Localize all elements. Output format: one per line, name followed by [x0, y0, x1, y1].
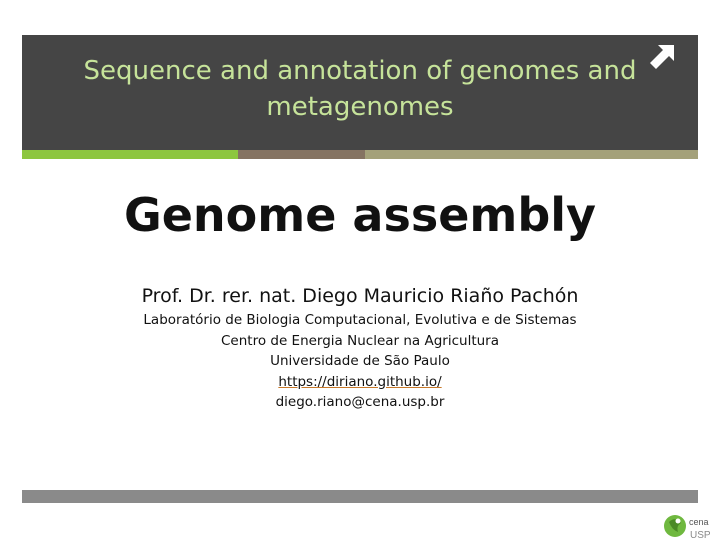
header-title	[22, 53, 698, 125]
author-name: Prof. Dr. rer. nat. Diego Mauricio Riaño Pachón	[141, 285, 579, 307]
footer-bar	[22, 490, 698, 503]
header-title-line1: Sequence and annotation of genomes and	[83, 56, 637, 86]
center-name: Centro de Energia Nuclear na Agricultura	[220, 332, 499, 349]
slide-title: Genome assembly	[123, 188, 597, 242]
accent-stripe-brown	[238, 150, 365, 159]
affiliation-block	[0, 310, 720, 413]
cena-usp-logo	[664, 510, 716, 540]
logo-text-cena: cena	[689, 517, 709, 527]
email-address: diego.riano@cena.usp.br	[275, 394, 445, 410]
logo-text-usp: USP	[690, 530, 711, 540]
lab-name: Laboratório de Biologia Computacional, Evolutiva e de Sistemas	[143, 312, 577, 328]
slide-header	[22, 35, 698, 150]
accent-stripe-olive	[365, 150, 698, 159]
accent-stripe-green	[22, 150, 238, 159]
header-title-line2: metagenomes	[266, 92, 454, 122]
university-name: Universidade de São Paulo	[270, 353, 450, 369]
arrow-up-right-icon	[650, 43, 676, 69]
homepage-link[interactable]: https://diriano.github.io/	[278, 373, 442, 390]
